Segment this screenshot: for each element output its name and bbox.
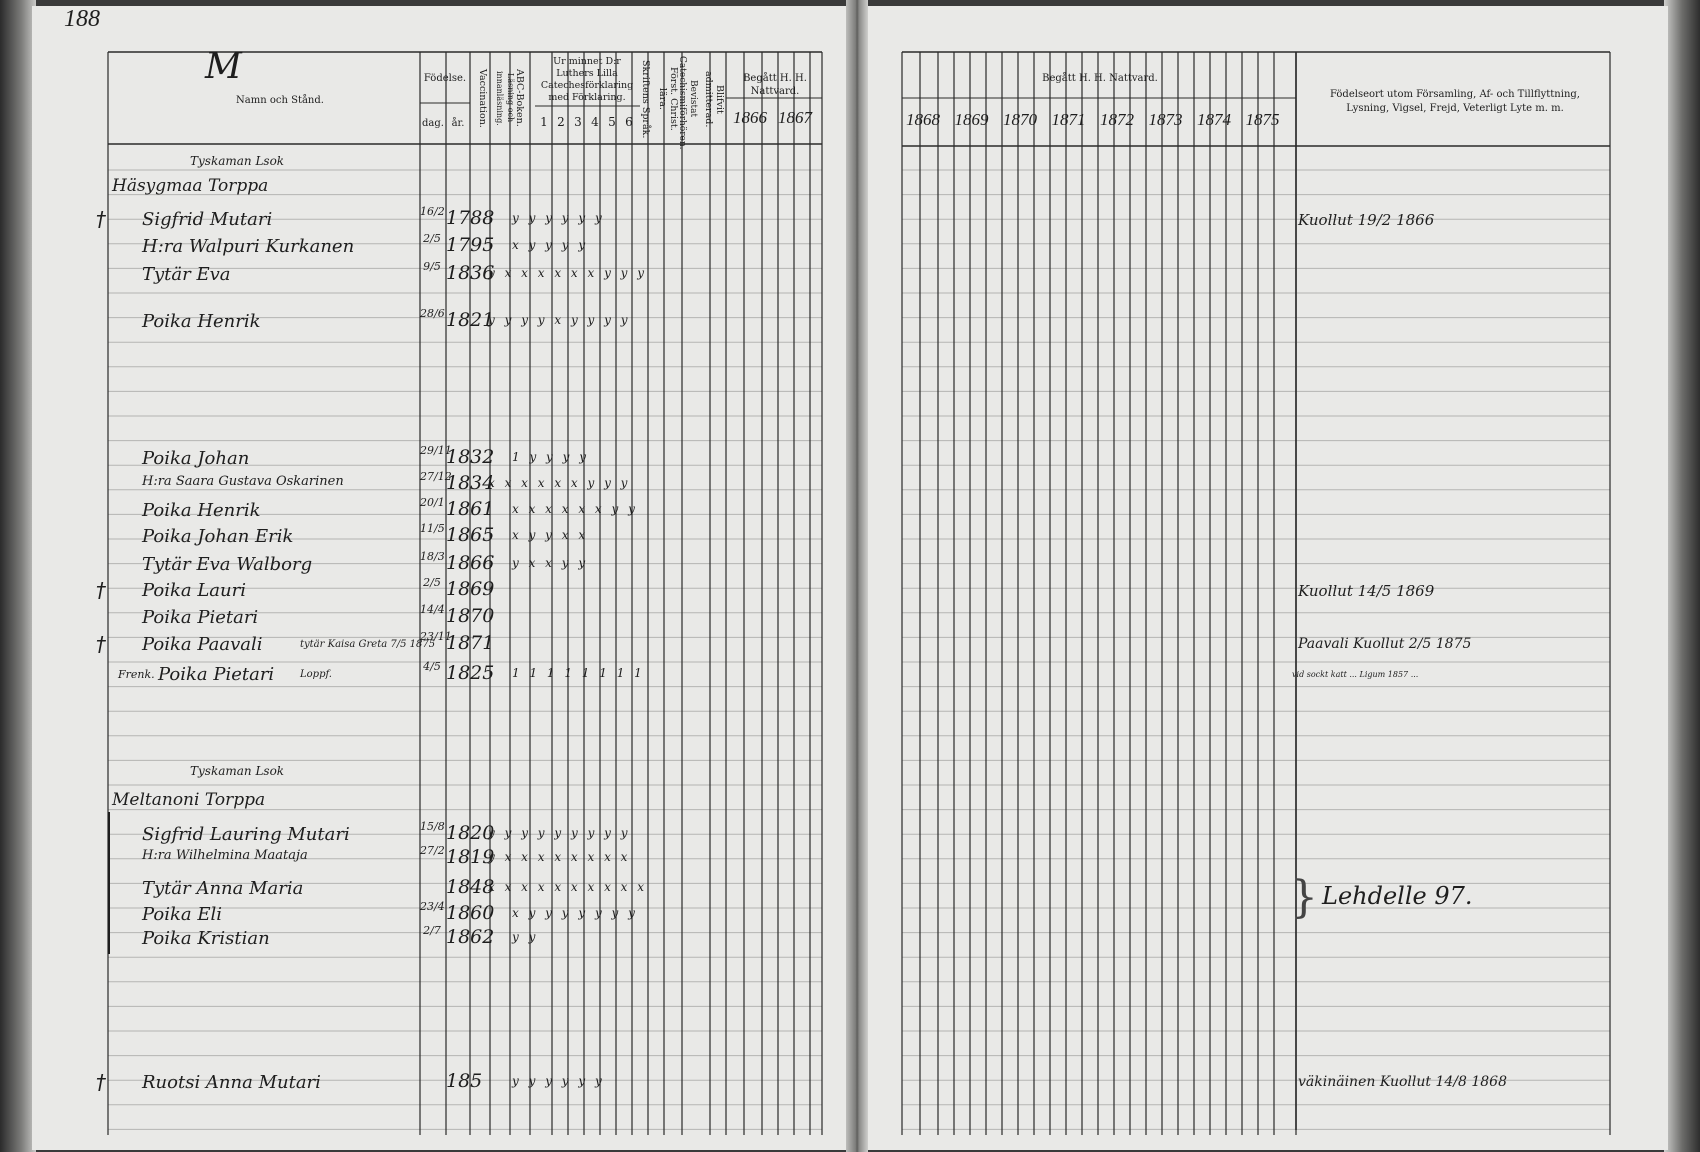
person-name: Poika Henrik <box>142 311 261 332</box>
birth-year: 1788 <box>446 207 495 229</box>
entry-prefix: Frenk. <box>118 668 155 681</box>
person-name: Poika Johan Erik <box>142 526 294 547</box>
person-name: H:ra Saara Gustava Oskarinen <box>142 474 344 489</box>
birth-year: 1795 <box>446 234 495 256</box>
birth-year: 1862 <box>446 926 495 948</box>
birth-year: 1821 <box>446 309 495 331</box>
remarks-header: Födelseort utom Församling, Af- och Tillflyttning, Lysning, Vigsel, Frejd, Veterligt Lyte m. m. <box>1330 89 1580 114</box>
birth-day: 2/5 <box>423 232 441 245</box>
catechism-marks: x x x x x x x x x x <box>488 880 648 894</box>
bevistat-header: Bevistat Catechismiförhören. <box>677 56 698 150</box>
place-name: Meltanoni Torppa <box>112 790 266 810</box>
catechism-marks: 1 y y y y <box>512 450 590 464</box>
birth-year: 1865 <box>446 524 495 546</box>
page-number: 188 <box>64 6 100 32</box>
birth-year: 1848 <box>446 876 495 898</box>
section-heading: Tyskaman Lsok <box>190 154 285 168</box>
birth-year: 1832 <box>446 446 495 468</box>
person-name: Tytär Eva <box>142 264 231 285</box>
person-name: Tytär Anna Maria <box>142 878 304 899</box>
birth-day: 2/5 <box>423 576 441 589</box>
catechism-marks: y y y y x y y y y <box>488 313 631 327</box>
birth-year: 1860 <box>446 902 495 924</box>
birth-day: 23/4 <box>420 900 445 913</box>
catechism-number: 2 <box>557 115 565 129</box>
person-name: Poika Johan <box>142 448 250 469</box>
reading-header: Läsning och innanläsning. <box>495 70 515 126</box>
birth-day: 18/3 <box>420 550 445 563</box>
birth-day: 11/5 <box>420 522 445 535</box>
birth-year: 1866 <box>446 552 495 574</box>
group-remark: Lehdelle 97. <box>1322 882 1473 910</box>
admitterad-header: Blifvit admitterad. <box>703 70 725 128</box>
catechism-marks: x x x x x x y y y <box>488 476 631 490</box>
catechism-marks: x x x x x x y y <box>512 502 638 516</box>
skrift-header: Skriftens Språk. <box>640 59 651 139</box>
birth-day: 16/2 <box>420 205 445 218</box>
group-bracket <box>108 812 110 954</box>
remark: Paavali Kuollut 2/5 1875 <box>1298 636 1472 652</box>
birth-header: Födelse. <box>423 73 467 84</box>
birth-day: 29/11 <box>420 444 452 457</box>
birth-year: 1861 <box>446 498 495 520</box>
person-name: Poika Lauri <box>142 580 246 601</box>
birth-day: 27/2 <box>420 844 445 857</box>
person-name: Poika Pietari <box>158 664 275 685</box>
catechism-number: 1 <box>540 115 548 129</box>
remark: Kuollut 19/2 1866 <box>1298 211 1435 229</box>
catechism-marks: y x x x x x x x x <box>488 850 631 864</box>
catechism-marks: y x x y y <box>512 556 589 570</box>
year-header: 1872 <box>1100 110 1134 129</box>
catechism-marks: y x x x x x x y y y <box>488 266 648 280</box>
birth-year: 1836 <box>446 262 495 284</box>
birth-day: 2/7 <box>423 924 441 937</box>
person-name: Poika Paavali <box>142 634 263 655</box>
birth-year: 1820 <box>446 822 495 844</box>
remark: Kuollut 14/5 1869 <box>1298 582 1435 600</box>
name-column-header: Namn och Stånd. <box>236 95 324 106</box>
birth-year: 1834 <box>446 472 495 494</box>
catechism-marks: y y y y y y <box>512 1074 605 1088</box>
year-header: 1869 <box>954 110 989 129</box>
year-header-1867: 1867 <box>778 108 812 127</box>
death-cross: † <box>96 207 106 231</box>
year-header: 1873 <box>1148 110 1183 129</box>
person-name: Poika Henrik <box>142 500 261 521</box>
catechism-marks: x y y y y <box>512 238 589 252</box>
year-header: 1870 <box>1003 110 1037 129</box>
birth-year: 1870 <box>446 605 495 627</box>
place-name: Häsygmaa Torppa <box>112 176 269 196</box>
entry-note: Loppf. <box>300 669 332 680</box>
birth-day: 23/11 <box>420 630 452 643</box>
death-cross: † <box>96 578 106 602</box>
communion-header-left: Begått H. H. Nattvard. <box>743 73 807 97</box>
person-name: Sigfrid Lauring Mutari <box>142 824 350 845</box>
birth-day: 20/1 <box>420 496 445 509</box>
entry-note: tytär Kaisa Greta 7/5 1875 <box>300 639 436 650</box>
catechism-number: 4 <box>591 115 599 129</box>
person-name: Poika Pietari <box>142 607 259 628</box>
person-name: Tytär Eva Walborg <box>142 554 313 575</box>
birth-year: 1825 <box>446 662 495 684</box>
birth-day: 15/8 <box>420 820 445 833</box>
birth-day: 27/12 <box>420 470 452 483</box>
birth-year: 185 <box>446 1070 483 1092</box>
catechism-header: Ur minnet D:r Luthers Lilla Catechesförklaring med Förklaring. <box>540 56 634 103</box>
catechism-number: 3 <box>574 115 582 129</box>
group-brace: } <box>1290 872 1318 923</box>
birth-day: 14/4 <box>420 603 445 616</box>
catechism-marks: y y <box>512 930 539 944</box>
forst-header: Först. Christ. lära. <box>657 67 679 131</box>
person-name: Ruotsi Anna Mutari <box>142 1072 321 1093</box>
catechism-marks: 1 1 1 1 1 1 1 1 <box>512 666 645 680</box>
year-header: 1874 <box>1197 110 1231 129</box>
person-name: Poika Kristian <box>142 928 270 949</box>
year-header: 1871 <box>1051 110 1086 129</box>
birth-year: 1819 <box>446 846 495 868</box>
catechism-marks: y y y y y y y y y <box>488 826 631 840</box>
section-heading: Tyskaman Lsok <box>190 764 285 778</box>
birth-year: 1871 <box>446 632 495 654</box>
remark: väkinäinen Kuollut 14/8 1868 <box>1298 1074 1507 1090</box>
birth-year: 1869 <box>446 578 495 600</box>
person-name: Poika Eli <box>142 904 222 925</box>
person-name: H:ra Wilhelmina Maataja <box>142 848 308 863</box>
year-header: 1875 <box>1245 110 1280 129</box>
person-name: Sigfrid Mutari <box>142 209 273 230</box>
catechism-number: 6 <box>625 115 633 129</box>
birth-day: 28/6 <box>420 307 445 320</box>
death-cross: † <box>96 1070 106 1094</box>
communion-header-right: Begått H. H. Nattvard. <box>1042 73 1158 84</box>
catechism-number: 5 <box>608 115 616 129</box>
abc-header: ABC-Boken. <box>514 69 525 127</box>
birth-day: 4/5 <box>423 660 441 673</box>
death-cross: † <box>96 632 106 656</box>
year-header: 1868 <box>906 110 940 129</box>
misc-remark: vid sockt katt ... Ligum 1857 ... <box>1292 670 1419 679</box>
catechism-marks: x y y y y y y y <box>512 906 638 920</box>
birth-day-header: dag. <box>422 118 444 129</box>
person-name: H:ra Walpuri Kurkanen <box>142 236 355 257</box>
vaccination-header: Vaccination. <box>477 68 488 128</box>
register-initial: M <box>205 46 242 87</box>
year-header-1866: 1866 <box>733 108 767 127</box>
catechism-marks: x y y x x <box>512 528 589 542</box>
catechism-marks: y y y y y y <box>512 211 605 225</box>
birth-day: 9/5 <box>423 260 441 273</box>
birth-year-header: år. <box>451 118 465 129</box>
